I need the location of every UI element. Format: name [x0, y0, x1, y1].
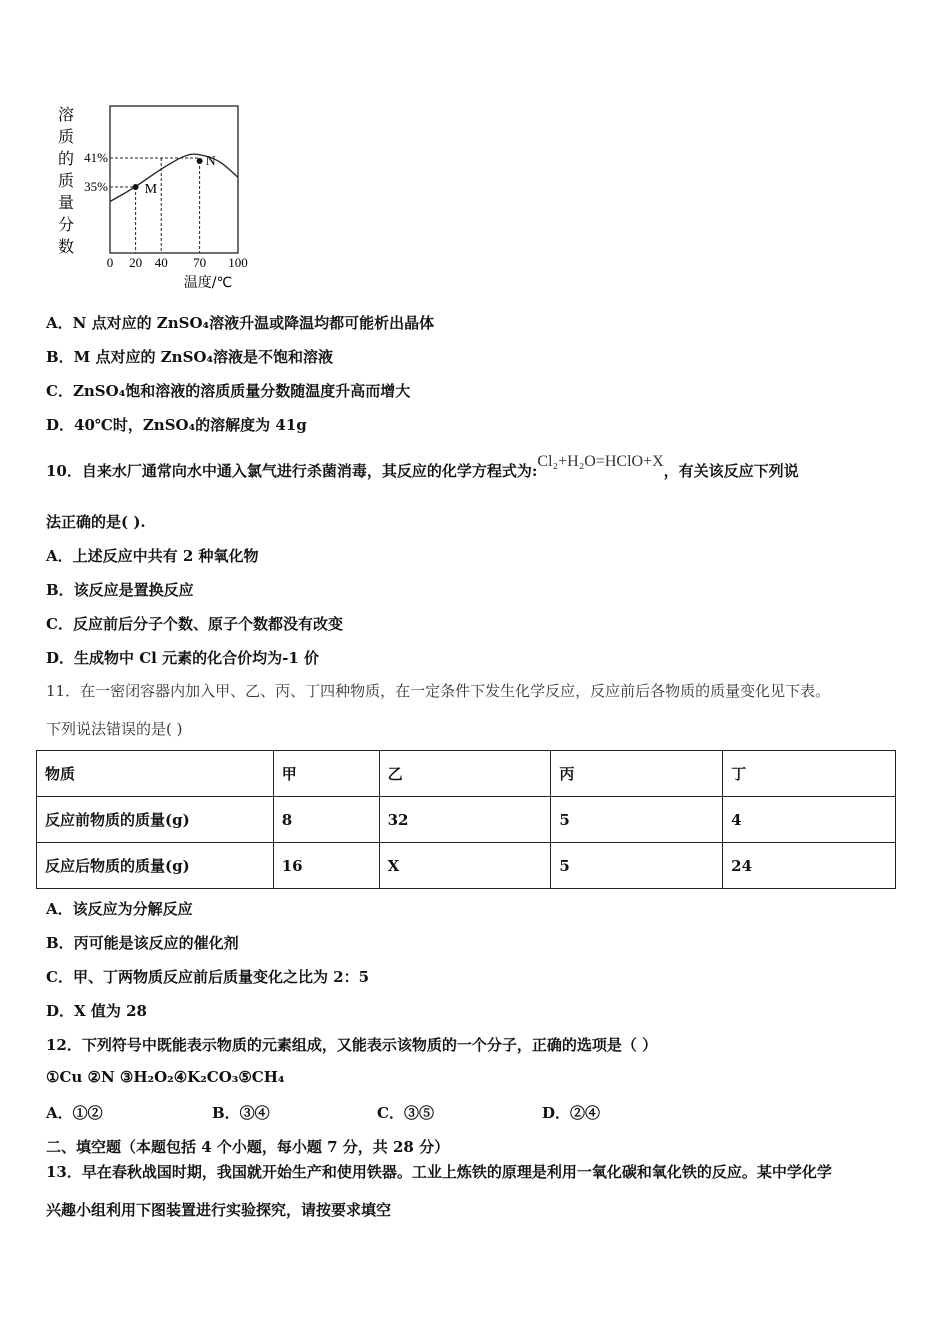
- mass-table: [36, 750, 896, 889]
- solubility-chart: [50, 100, 270, 300]
- y-label-char: 溶: [57, 105, 75, 124]
- table-header: 丙: [551, 751, 723, 797]
- x-tick-label: 20: [129, 255, 143, 270]
- q11-option-b: B．丙可能是该反应的催化剂: [46, 934, 239, 952]
- table-cell: 16: [273, 843, 379, 889]
- table-row: [37, 843, 896, 889]
- y-label-char: 的: [57, 149, 75, 168]
- table-row: [37, 797, 896, 843]
- table-header-row: [37, 751, 896, 797]
- tick-y-35: 35%: [84, 179, 108, 194]
- table-cell: 8: [273, 797, 379, 843]
- point-n-label: N: [205, 154, 216, 169]
- table-cell: X: [379, 843, 551, 889]
- q12-items: ①Cu ②N ③H₂O₂④K₂CO₃⑤CH₄: [46, 1068, 285, 1086]
- q10-stem: [46, 453, 799, 481]
- q12-stem: 12．下列符号中既能表示物质的元素组成，又能表示该物质的一个分子，正确的选项是（ ）: [46, 1036, 658, 1054]
- q12-option-a: A．①②: [46, 1104, 103, 1122]
- table-cell: 32: [379, 797, 551, 843]
- q9-option-b: B．M 点对应的 ZnSO₄溶液是不饱和溶液: [46, 348, 334, 366]
- q9-option-c: C．ZnSO₄饱和溶液的溶质质量分数随温度升高而增大: [46, 382, 411, 400]
- x-tick-label: 70: [193, 255, 207, 270]
- y-label-char: 质: [57, 171, 75, 190]
- q10-option-a: A．上述反应中共有 2 种氧化物: [46, 547, 259, 565]
- q11-option-c: C．甲、丁两物质反应前后质量变化之比为 2：5: [46, 968, 370, 986]
- q10-stem-2: ，有关该反应下列说: [663, 462, 799, 480]
- table-header: 甲: [273, 751, 379, 797]
- q10-option-d: D．生成物中 Cl 元素的化合价均为-1 价: [46, 649, 319, 667]
- table-cell: 5: [551, 843, 723, 889]
- y-label-char: 量: [57, 193, 75, 212]
- tick-y-41: 41%: [84, 150, 108, 165]
- table-cell: 反应后物质的质量(g): [37, 843, 274, 889]
- table-header: 物质: [37, 751, 274, 797]
- x-tick-label: 100: [228, 255, 248, 270]
- table-header: 乙: [379, 751, 551, 797]
- x-tick-label: 0: [106, 255, 114, 270]
- point-m: [133, 184, 139, 190]
- section-heading: 二、填空题（本题包括 4 个小题，每小题 7 分，共 28 分）: [46, 1138, 450, 1156]
- q11-option-d: D．X 值为 28: [46, 1002, 147, 1020]
- chart-x-ticks: [107, 255, 248, 270]
- table-header: 丁: [723, 751, 896, 797]
- guide-lines: [110, 158, 200, 253]
- series-curve: [110, 154, 238, 201]
- y-label-char: 质: [57, 127, 75, 146]
- point-m-label: M: [144, 182, 158, 197]
- q10-stem-3: 法正确的是( ).: [46, 513, 146, 531]
- table-cell: 24: [723, 843, 896, 889]
- q11-option-a: A．该反应为分解反应: [46, 900, 193, 918]
- q10-option-b: B．该反应是置换反应: [46, 581, 194, 599]
- q10-stem-1: 10．自来水厂通常向水中通入氯气进行杀菌消毒，其反应的化学方程式为:: [46, 462, 538, 480]
- chart-frame: [110, 106, 238, 253]
- q12-option-b: B．③④: [212, 1104, 270, 1122]
- q10-formula: Cl₂+H₂O=HClO+X: [537, 453, 664, 470]
- y-label-char: 分: [57, 215, 75, 234]
- q11-stem-2: 下列说法错误的是( ): [46, 720, 183, 738]
- q11-stem-1: 11．在一密闭容器内加入甲、乙、丙、丁四种物质，在一定条件下发生化学反应，反应前后各物质的质量变化见下表。: [46, 682, 831, 700]
- table-cell: 4: [723, 797, 896, 843]
- chart-y-label: [58, 105, 74, 256]
- chart-x-label: 温度/℃: [183, 275, 233, 291]
- q13-stem-1: 13．早在春秋战国时期，我国就开始生产和使用铁器。工业上炼铁的原理是利用一氧化碳和氧化铁的反应。某中学化学: [46, 1163, 832, 1181]
- table-cell: 5: [551, 797, 723, 843]
- q10-option-c: C．反应前后分子个数、原子个数都没有改变: [46, 615, 343, 633]
- q9-option-a: A．N 点对应的 ZnSO₄溶液升温或降温均都可能析出晶体: [46, 314, 435, 332]
- q12-option-d: D．②④: [542, 1104, 601, 1122]
- q9-option-d: D．40℃时，ZnSO₄的溶解度为 41g: [46, 416, 307, 434]
- point-n: [197, 158, 203, 164]
- q12-option-c: C．③⑤: [377, 1104, 434, 1122]
- y-label-char: 数: [57, 237, 75, 256]
- x-tick-label: 40: [154, 255, 168, 270]
- q13-stem-2: 兴趣小组利用下图装置进行实验探究，请按要求填空: [46, 1201, 392, 1219]
- table-cell: 反应前物质的质量(g): [37, 797, 274, 843]
